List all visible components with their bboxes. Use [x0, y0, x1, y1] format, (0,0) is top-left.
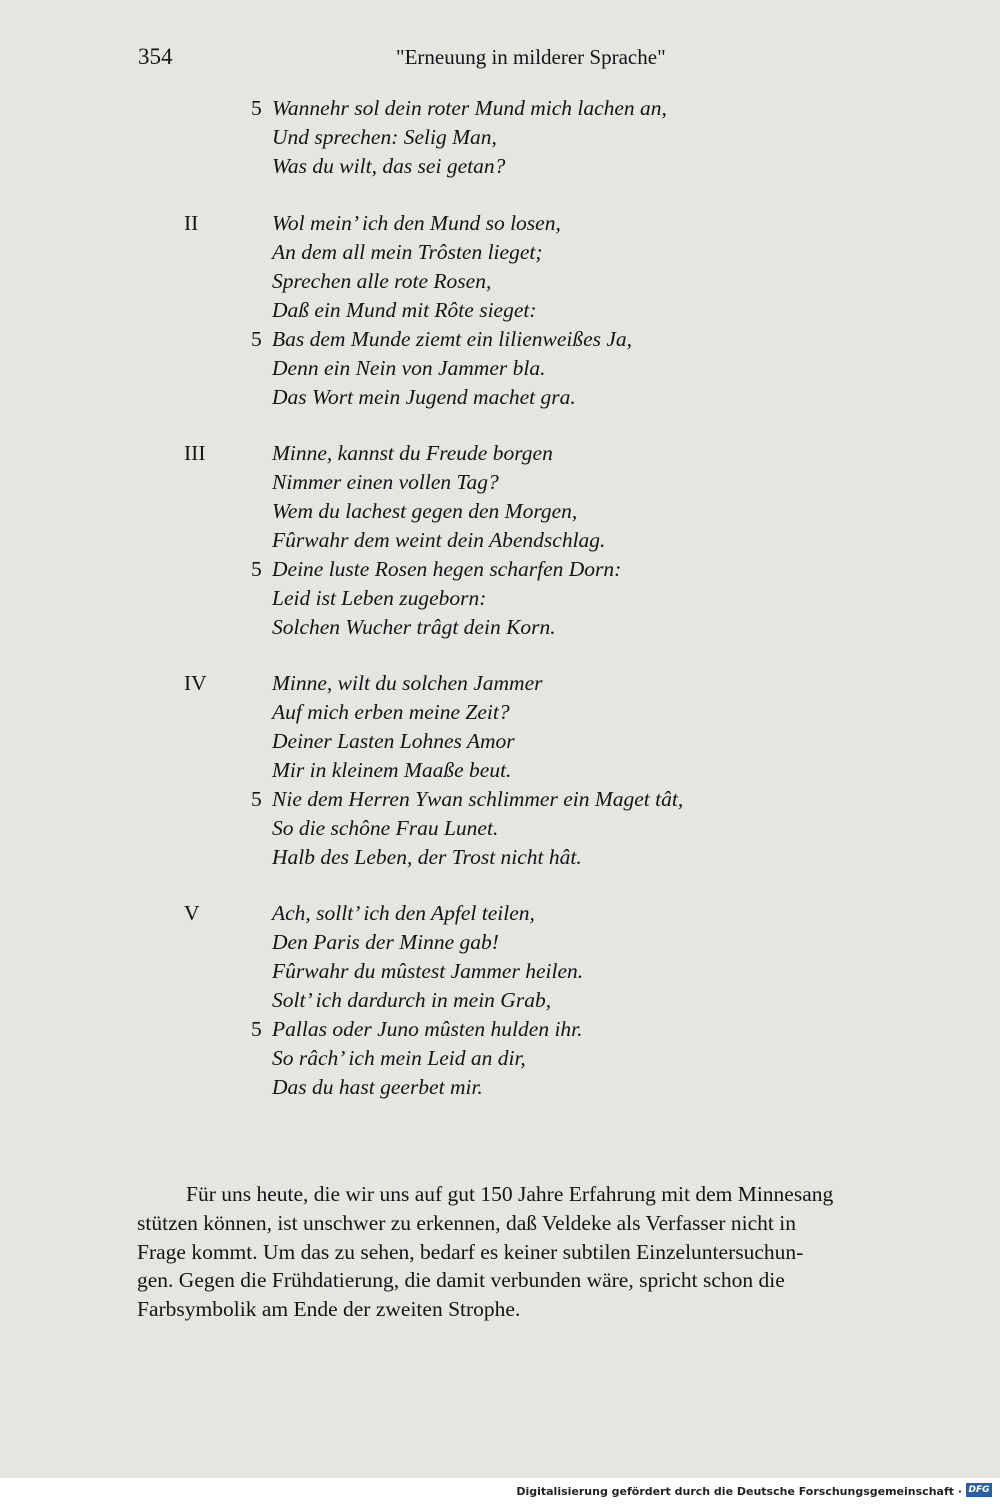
- verse-line: So die schône Frau Lunet.: [272, 816, 499, 840]
- line-number: 5: [251, 96, 262, 120]
- verse-line: Was du wilt, das sei getan?: [272, 154, 506, 178]
- line-number: 5: [251, 787, 262, 811]
- stanza-numeral: IV: [184, 671, 207, 695]
- verse-line: Nimmer einen vollen Tag?: [272, 470, 499, 494]
- verse-line: Minne, kannst du Freude borgen: [272, 441, 553, 465]
- line-number: 5: [251, 1017, 262, 1041]
- verse-line: Minne, wilt du solchen Jammer: [272, 671, 543, 695]
- verse-line: Das Wort mein Jugend machet gra.: [272, 385, 576, 409]
- verse-line: Das du hast geerbet mir.: [272, 1075, 483, 1099]
- funding-credit: Digitalisierung gefördert durch die Deutsche Forschungsgemeinschaft ·: [516, 1485, 962, 1498]
- verse-line: Daß ein Mund mit Rôte sieget:: [272, 298, 537, 322]
- verse-line: An dem all mein Trôsten lieget;: [272, 240, 543, 264]
- verse-line: Wem du lachest gegen den Morgen,: [272, 499, 578, 523]
- verse-line: Solchen Wucher trâgt dein Korn.: [272, 615, 556, 639]
- verse-line: Mir in kleinem Maaße beut.: [272, 758, 512, 782]
- verse-line: Bas dem Munde ziemt ein lilienweißes Ja,: [272, 327, 633, 351]
- stanza-numeral: III: [184, 441, 206, 465]
- page-number: 354: [138, 44, 173, 69]
- verse-line: Deine luste Rosen hegen scharfen Dorn:: [272, 557, 622, 581]
- digitization-footer: [0, 1478, 1000, 1504]
- verse-line: Fûrwahr du mûstest Jammer heilen.: [272, 959, 584, 983]
- verse-line: Solt’ ich dardurch in mein Grab,: [272, 988, 552, 1012]
- stanza-numeral: V: [184, 901, 200, 925]
- paragraph-line: Farbsymbolik am Ende der zweiten Strophe.: [137, 1297, 521, 1322]
- verse-line: Sprechen alle rote Rosen,: [272, 269, 492, 293]
- verse-line: Pallas oder Juno mûsten hulden ihr.: [272, 1017, 583, 1041]
- verse-line: Denn ein Nein von Jammer bla.: [272, 356, 546, 380]
- paragraph-line: Für uns heute, die wir uns auf gut 150 Jahre Erfahrung mit dem Minnesang: [186, 1182, 834, 1206]
- verse-line: Den Paris der Minne gab!: [272, 930, 499, 954]
- body-paragraph: [137, 1180, 925, 1324]
- line-number: 5: [251, 557, 262, 581]
- verse-line: Fûrwahr dem weint dein Abendschlag.: [272, 528, 606, 552]
- verse-line: So râch’ ich mein Leid an dir,: [272, 1046, 526, 1070]
- verse-line: Auf mich erben meine Zeit?: [272, 700, 510, 724]
- verse-line: Wannehr sol dein roter Mund mich lachen an,: [272, 96, 667, 120]
- dfg-logo-icon: DFG: [966, 1483, 992, 1497]
- paragraph-line: gen. Gegen die Frühdatierung, die damit verbunden wäre, spricht schon die: [137, 1268, 785, 1293]
- verse-line: Deiner Lasten Lohnes Amor: [272, 729, 515, 753]
- paragraph-line: Frage kommt. Um das zu sehen, bedarf es keiner subtilen Einzeluntersuchun-: [137, 1239, 804, 1264]
- verse-line: Halb des Leben, der Trost nicht hât.: [272, 845, 582, 869]
- paragraph-line: stützen können, ist unschwer zu erkennen, daß Veldeke als Verfasser nicht in: [137, 1210, 796, 1235]
- verse-line: Wol mein’ ich den Mund so losen,: [272, 211, 561, 235]
- verse-line: Ach, sollt’ ich den Apfel teilen,: [272, 901, 535, 925]
- running-title: "Erneuung in milderer Sprache": [396, 45, 666, 69]
- verse-line: Nie dem Herren Ywan schlimmer ein Maget tât,: [272, 787, 684, 811]
- verse-line: Leid ist Leben zugeborn:: [272, 586, 487, 610]
- stanza-numeral: II: [184, 211, 199, 235]
- line-number: 5: [251, 327, 262, 351]
- verse-line: Und sprechen: Selig Man,: [272, 125, 497, 149]
- page-header: [138, 44, 898, 78]
